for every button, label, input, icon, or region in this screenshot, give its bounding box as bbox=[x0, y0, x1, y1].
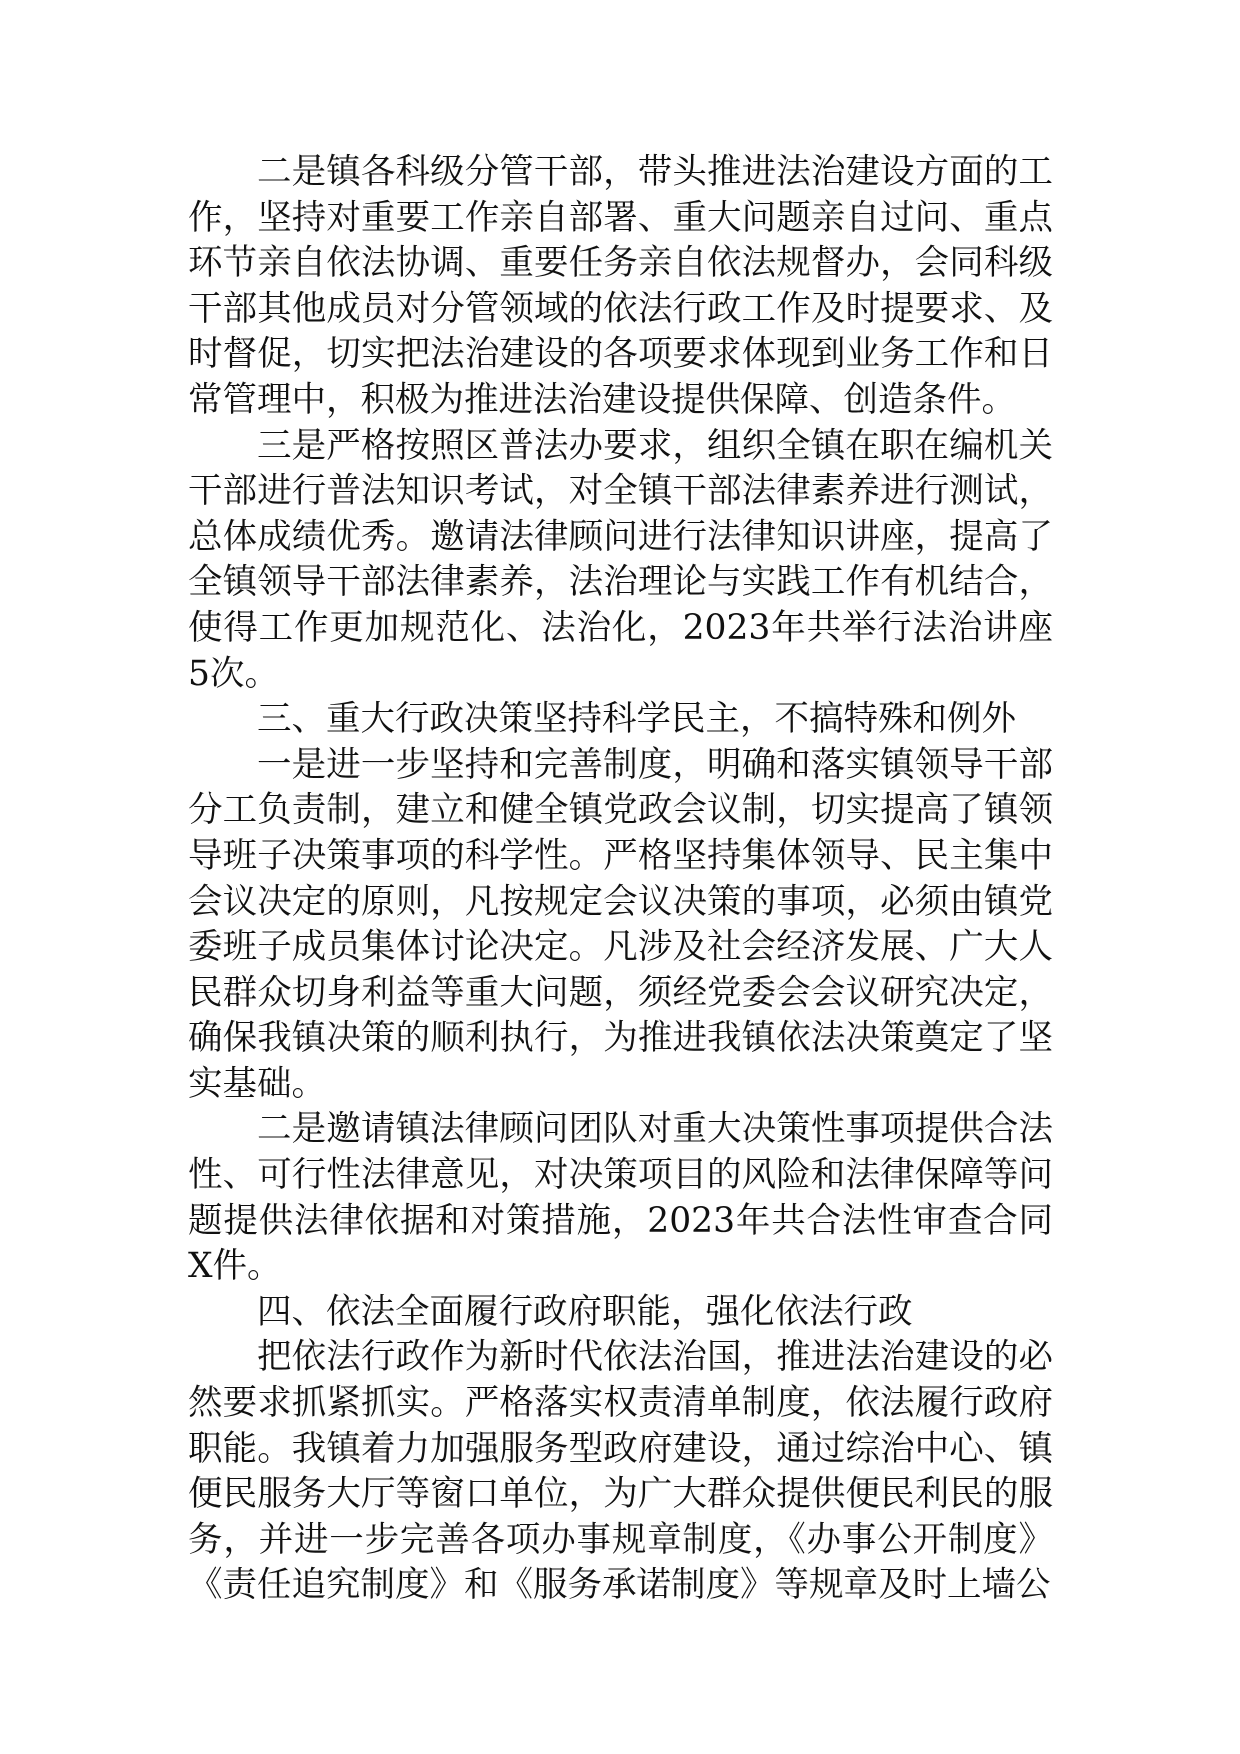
paragraph-law-education: 三是严格按照区普法办要求，组织全镇在职在编机关干部进行普法知识考试，对全镇干部法律素养进行测试，总体成绩优秀。邀请法律顾问进行法律知识讲座，提高了全镇领导干部法律素养，法治理论与实践工作有机结合，使得工作更加规范化、法治化，2023年共举行法治讲座5次。 bbox=[188, 425, 1053, 694]
section-heading-decision-making: 三、重大行政决策坚持科学民主，不搞特殊和例外 bbox=[257, 699, 1016, 740]
paragraph-administration-by-law: 把依法行政作为新时代依法治国，推进法治建设的必然要求抓紧抓实。严格落实权责清单制度，依法履行政府职能。我镇着力加强服务型政府建设，通过综治中心、镇便民服务大厅等窗口单位，为广大群众提供便民利民的服务，并进一步完善各项办事规章制度，《办事公开制度》《责任追究制度》和《服务承诺制度》等规章及时上墙公 bbox=[188, 1337, 1053, 1606]
paragraph-legal-advisors: 二是邀请镇法律顾问团队对重大决策性事项提供合法性、可行性法律意见，对决策项目的风险和法律保障等问题提供法律依据和对策措施，2023年共合法性审查合同X件。 bbox=[188, 1109, 1053, 1287]
paragraph-decision-system: 一是进一步坚持和完善制度，明确和落实镇领导干部分工负责制，建立和健全镇党政会议制，切实提高了镇领导班子决策事项的科学性。严格坚持集体领导、民主集中会议决定的原则，凡按规定会议决策的事项，必须由镇党委班子成员集体讨论决定。凡涉及社会经济发展、广大人民群众切身利益等重大问题，须经党委会会议研究决定，确保我镇决策的顺利执行，为推进我镇依法决策奠定了坚实基础。 bbox=[188, 744, 1053, 1104]
section-heading-government-functions: 四、依法全面履行政府职能，强化依法行政 bbox=[257, 1291, 913, 1332]
paragraph-cadres-responsibility: 二是镇各科级分管干部，带头推进法治建设方面的工作，坚持对重要工作亲自部署、重大问题亲自过问、重点环节亲自依法协调、重要任务亲自依法规督办，会同科级干部其他成员对分管领域的依法行政工作及时提要求、及时督促，切实把法治建设的各项要求体现到业务工作和日常管理中，积极为推进法治建设提供保障、创造条件。 bbox=[188, 152, 1053, 420]
document-body bbox=[188, 150, 1053, 1609]
